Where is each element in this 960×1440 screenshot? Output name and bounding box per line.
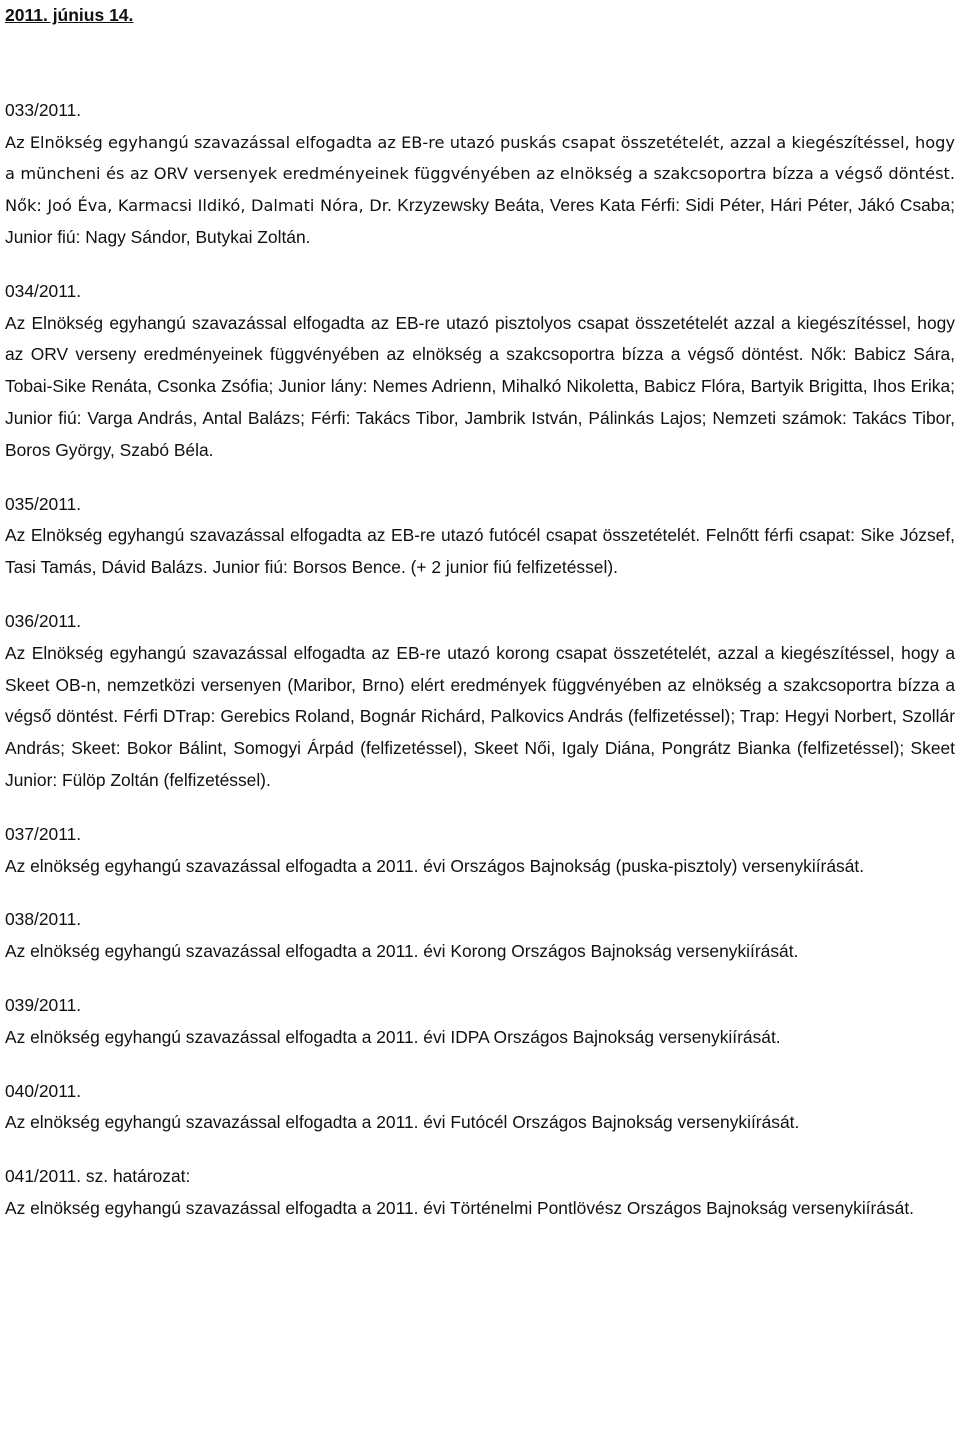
resolution-number: 039/2011. (5, 994, 82, 1015)
spacer (5, 32, 955, 95)
spacer (5, 1054, 955, 1076)
resolution-number: 033/2011. (5, 99, 82, 120)
resolution-037 (5, 819, 955, 883)
resolution-text-part: Krzyzewsky Beáta, Veres Kata Férfi: Sidi Péter, Hári Péter, Jákó Csaba; Junior fiú: Nagy Sándor, Butykai Zoltán. (5, 195, 955, 247)
document-page (5, 0, 955, 1225)
resolution-text: Az Elnökség egyhangú szavazással elfogadta az EB-re utazó futócél csapat összetételét. Felnőtt férfi csapat: Sike József, Tasi Tamás, Dávid Balázs. Junior fiú: Borsos Bence. (+ 2 junior fiú felfizetéssel). (5, 525, 955, 578)
spacer (5, 968, 955, 990)
resolution-text: Az Elnökség egyhangú szavazással elfogadta az EB-re utazó korong csapat összetételét, azzal a kiegészítéssel, hogy a Skeet OB-n, nemzetközi versenyen (Maribor, Brno) elért eredmények függvényében az elnökség a szakcsoportra bízza a végső döntést. Férfi DTrap: Gerebics Roland, Bognár Richárd, Palkovics András (felfizetéssel); Trap: Hegyi Norbert, Szollár András; Skeet: Bokor Bálint, Somogyi Árpád (felfizetéssel), Skeet Női, Igaly Diána, Pongrátz Bianka (felfizetéssel); Skeet Junior: Fülöp Zoltán (felfizetéssel). (5, 642, 955, 790)
spacer (5, 467, 955, 489)
resolution-number: 035/2011. (5, 493, 82, 514)
resolution-041 (5, 1161, 955, 1225)
resolution-number: 034/2011. (5, 280, 82, 301)
resolution-038 (5, 904, 955, 968)
resolution-number: 038/2011. (5, 909, 82, 930)
resolution-040 (5, 1076, 955, 1140)
resolution-035 (5, 489, 955, 584)
resolution-text: Az elnökség egyhangú szavazással elfogadta a 2011. évi IDPA Országos Bajnokság versenykiírását. (5, 1026, 781, 1047)
date-heading: 2011. június 14. (5, 5, 134, 25)
resolution-text: Az Elnökség egyhangú szavazással elfogadta az EB-re utazó pisztolyos csapat összetételét azzal a kiegészítéssel, hogy az ORV verseny eredményeinek függvényében az elnökség a szakcsoportra bízza a végső döntést. Nők: Babicz Sára, Tobai-Sike Renáta, Csonka Zsófia; Junior lány: Nemes Adrienn, Mihalkó Nikoletta, Babicz Flóra, Bartyik Brigitta, Ihos Erika; Junior fiú: Varga András, Antal Balázs; Férfi: Takács Tibor, Jambrik István, Pálinkás Lajos; Nemzeti számok: Takács Tibor, Boros György, Szabó Béla. (5, 312, 955, 460)
resolution-number: 040/2011. (5, 1080, 82, 1101)
resolution-text: Az elnökség egyhangú szavazással elfogadta a 2011. évi Történelmi Pontlövész Országos Bajnokság versenykiírását. (5, 1197, 915, 1218)
resolution-number: 037/2011. (5, 823, 82, 844)
spacer (5, 584, 955, 606)
resolution-text: Az elnökség egyhangú szavazással elfogadta a 2011. évi Országos Bajnokság (puska-pisztoly) versenykiírását. (5, 855, 865, 876)
spacer (5, 797, 955, 819)
resolution-text-part: Az Elnökség egyhangú szavazással elfogadta az EB-re utazó puskás csapat összetételét, azzal a kiegészítéssel, hogy a müncheni és az ORV versenyek eredményeinek függvényében az elnökség a szakcsoportra bízza a végső döntést. Nők: Joó Éva, Karmacsi Ildikó, Dalmati Nóra, Dr. (5, 132, 955, 216)
resolution-text: Az elnökség egyhangú szavazással elfogadta a 2011. évi Futócél Országos Bajnokság versenykiírását. (5, 1112, 800, 1133)
resolution-text (5, 127, 955, 254)
resolution-number: 041/2011. sz. határozat: (5, 1166, 191, 1187)
resolution-033 (5, 95, 955, 254)
spacer (5, 882, 955, 904)
spacer (5, 254, 955, 276)
spacer (5, 1139, 955, 1161)
resolution-039 (5, 990, 955, 1054)
resolution-036 (5, 606, 955, 797)
resolution-text: Az elnökség egyhangú szavazással elfogadta a 2011. évi Korong Országos Bajnokság versenykiírását. (5, 941, 799, 962)
resolution-034 (5, 276, 955, 467)
resolution-number: 036/2011. (5, 610, 82, 631)
